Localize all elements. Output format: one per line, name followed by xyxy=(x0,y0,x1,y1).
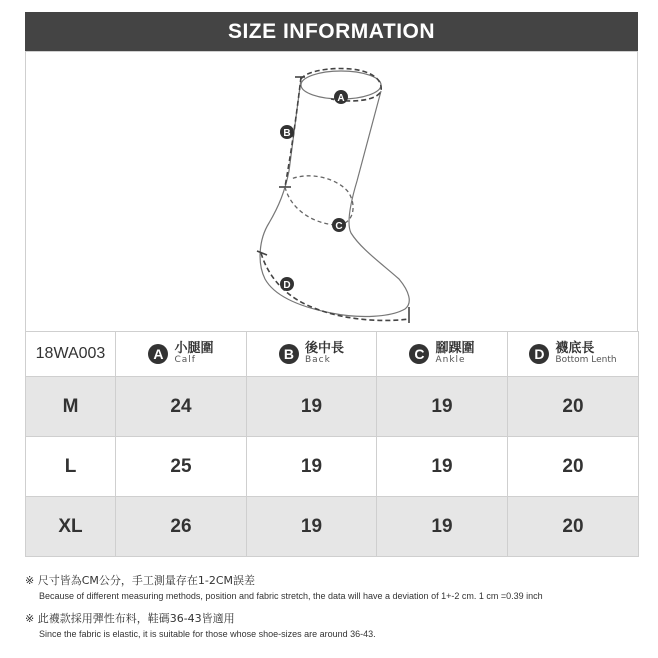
value-cell: 20 xyxy=(508,437,639,497)
note-zh: ※ 此襪款採用彈性布料，鞋碼36-43皆適用 xyxy=(25,612,235,625)
marker-b-label: B xyxy=(283,128,291,139)
column-header-calf xyxy=(116,332,247,377)
size-information-banner xyxy=(25,12,638,51)
marker-d xyxy=(280,277,294,291)
column-header-en: Bottom Lenth xyxy=(555,355,617,366)
value-cell: 19 xyxy=(247,497,377,557)
banner-title: SIZE INFORMATION xyxy=(227,19,436,43)
value-cell: 20 xyxy=(508,497,639,557)
value-cell: 25 xyxy=(116,437,247,497)
table-header-row xyxy=(26,332,639,377)
marker-b xyxy=(280,125,294,139)
column-header-back xyxy=(247,332,377,377)
value-cell: 19 xyxy=(377,437,508,497)
value-cell: 19 xyxy=(247,377,377,437)
product-code: 18WA003 xyxy=(26,332,116,377)
marker-d-label: D xyxy=(283,280,291,291)
column-header-zh: 後中長 xyxy=(304,341,344,357)
table-row xyxy=(26,377,639,437)
column-header-ankle xyxy=(377,332,508,377)
column-header-bottom xyxy=(508,332,639,377)
sock-diagram-panel xyxy=(25,51,638,332)
value-cell: 19 xyxy=(247,437,377,497)
badge-b-icon: B xyxy=(279,344,299,364)
badge-d-icon: D xyxy=(529,344,549,364)
size-cell: XL xyxy=(26,497,116,557)
marker-c xyxy=(332,218,346,232)
column-header-en: Ankle xyxy=(435,355,466,366)
badge-a-icon: A xyxy=(148,344,168,364)
sock-diagram xyxy=(26,52,637,332)
value-cell: 24 xyxy=(116,377,247,437)
size-cell: L xyxy=(26,437,116,497)
size-cell: M xyxy=(26,377,116,437)
badge-c-icon: C xyxy=(409,344,429,364)
marker-a-label: A xyxy=(337,93,345,104)
column-header-zh: 襪底長 xyxy=(555,341,595,357)
size-table xyxy=(25,331,639,557)
value-cell: 20 xyxy=(508,377,639,437)
table-row xyxy=(26,497,639,557)
note-en: Since the fabric is elastic, it is suitable for those whose shoe-sizes are around 36-43. xyxy=(39,629,376,639)
column-header-en: Back xyxy=(304,355,331,366)
note-en: Because of different measuring methods, position and fabric stretch, the data will have a deviation of 1+-2 cm. 1 cm =0.39 inch xyxy=(39,591,543,601)
column-header-zh: 腳踝圍 xyxy=(435,341,475,357)
marker-c-label: C xyxy=(335,221,343,232)
value-cell: 26 xyxy=(116,497,247,557)
table-row xyxy=(26,437,639,497)
ankle-measure-line xyxy=(285,176,353,225)
notes-section xyxy=(25,572,655,648)
marker-a xyxy=(334,90,348,104)
note-zh: ※ 尺寸皆為CM公分，手工測量存在1-2CM誤差 xyxy=(25,574,256,587)
value-cell: 19 xyxy=(377,377,508,437)
column-header-zh: 小腿圍 xyxy=(174,341,214,357)
column-header-en: Calf xyxy=(174,355,196,366)
value-cell: 19 xyxy=(377,497,508,557)
